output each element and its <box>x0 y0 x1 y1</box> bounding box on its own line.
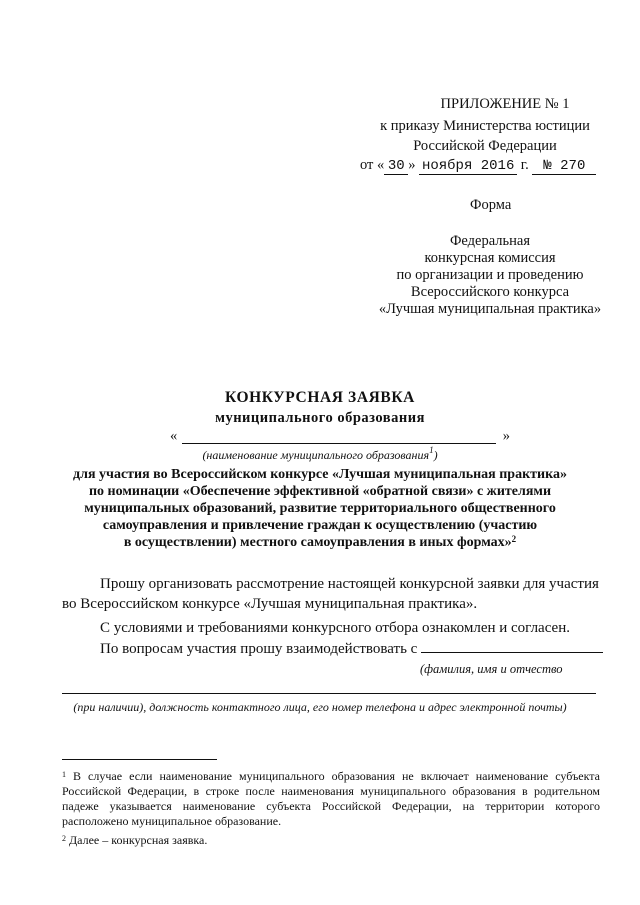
agreement-text: С условиями и требованиями конкурсного отбора ознакомлен и согласен. <box>100 620 570 636</box>
municipality-name-line <box>182 443 496 444</box>
footnote-mark-2: 2 <box>62 834 66 843</box>
order-country: Российской Федерации <box>413 138 557 154</box>
footnote-2 <box>62 833 600 848</box>
contact-prompt-text: По вопросам участия прошу взаимодействовать с <box>100 641 418 657</box>
quote-close: » <box>502 428 510 444</box>
footnote-1-text: В случае если наименование муниципального образования не включает наименование субъекта Российской Федерации, в строке после наименования муниципального образования в родительном падеже указывается наименование субъекта Российской Федерации, на территории которого расположено муниципальное образование. <box>62 769 601 828</box>
order-number: 270 <box>560 158 586 174</box>
commission-line: «Лучшая муниципальная практика» <box>378 301 602 317</box>
commission-line: Всероссийского конкурса <box>410 284 570 300</box>
footnote-ref-1: 1 <box>429 445 434 455</box>
contact-hint: (при наличии), должность контактного лица, его номер телефона и адрес электронной почты) <box>73 700 567 714</box>
order-prefix: от <box>360 157 374 173</box>
order-date-line <box>360 157 596 175</box>
footnote-divider <box>62 759 217 760</box>
municipality-name-field[interactable] <box>170 428 510 448</box>
request-text-line1: Прошу организовать рассмотрение настоящей конкурсной заявки для участия <box>100 576 599 592</box>
order-day: 30 <box>384 158 408 175</box>
order-reference <box>360 116 610 137</box>
contact-name-field[interactable] <box>421 640 603 653</box>
participation-line: самоуправления и привлечение граждан к осуществлению (участию <box>102 518 538 533</box>
name-hint: (фамилия, имя и отчество <box>420 662 563 676</box>
commission-line: по организации и проведению <box>396 267 584 283</box>
order-number-field <box>532 158 596 175</box>
quote-open: « <box>377 157 385 173</box>
order-country-block <box>360 136 610 157</box>
participation-line: муниципальных образований, развитие территориального общественного <box>84 501 556 516</box>
document-subtitle: муниципального образования <box>215 410 425 426</box>
footnote-mark-1: 1 <box>62 770 66 779</box>
commission-addressee <box>365 233 615 318</box>
quote-close: » <box>408 157 416 173</box>
quote-open: « <box>170 428 178 444</box>
participation-line-text: в осуществлении) местного самоуправления в иных формах» <box>123 535 512 550</box>
municipality-hint-text: (наименование муниципального образования <box>202 448 430 462</box>
participation-line-last <box>40 534 600 551</box>
order-month-year: ноября 2016 <box>419 158 517 175</box>
participation-line: по номинации «Обеспечение эффективной «обратной связи» с жителями <box>88 484 552 499</box>
order-number-sign: № <box>543 158 552 174</box>
participation-paragraph <box>40 466 600 551</box>
order-year-suffix: г. <box>520 157 529 173</box>
commission-line: Федеральная <box>449 233 531 249</box>
municipality-hint-close: ) <box>433 448 438 462</box>
document-title: КОНКУРСНАЯ ЗАЯВКА <box>225 389 415 406</box>
contact-prompt <box>100 640 603 658</box>
appendix-header <box>360 94 610 115</box>
request-text-line2: во Всероссийском конкурсе «Лучшая муниципальная практика». <box>62 596 478 612</box>
commission-line: конкурсная комиссия <box>424 250 556 266</box>
footnote-2-text: Далее – конкурсная заявка. <box>69 833 208 847</box>
appendix-title: ПРИЛОЖЕНИЕ № 1 <box>440 96 570 112</box>
footnote-ref-2: 2 <box>511 534 517 544</box>
form-label: Форма <box>470 197 512 213</box>
participation-line: для участия во Всероссийском конкурсе «Лучшая муниципальная практика» <box>73 467 567 482</box>
order-ministry: к приказу Министерства юстиции <box>380 118 590 134</box>
footnote-1 <box>62 769 600 829</box>
municipality-hint <box>0 445 640 463</box>
contact-details-field[interactable] <box>62 693 596 694</box>
